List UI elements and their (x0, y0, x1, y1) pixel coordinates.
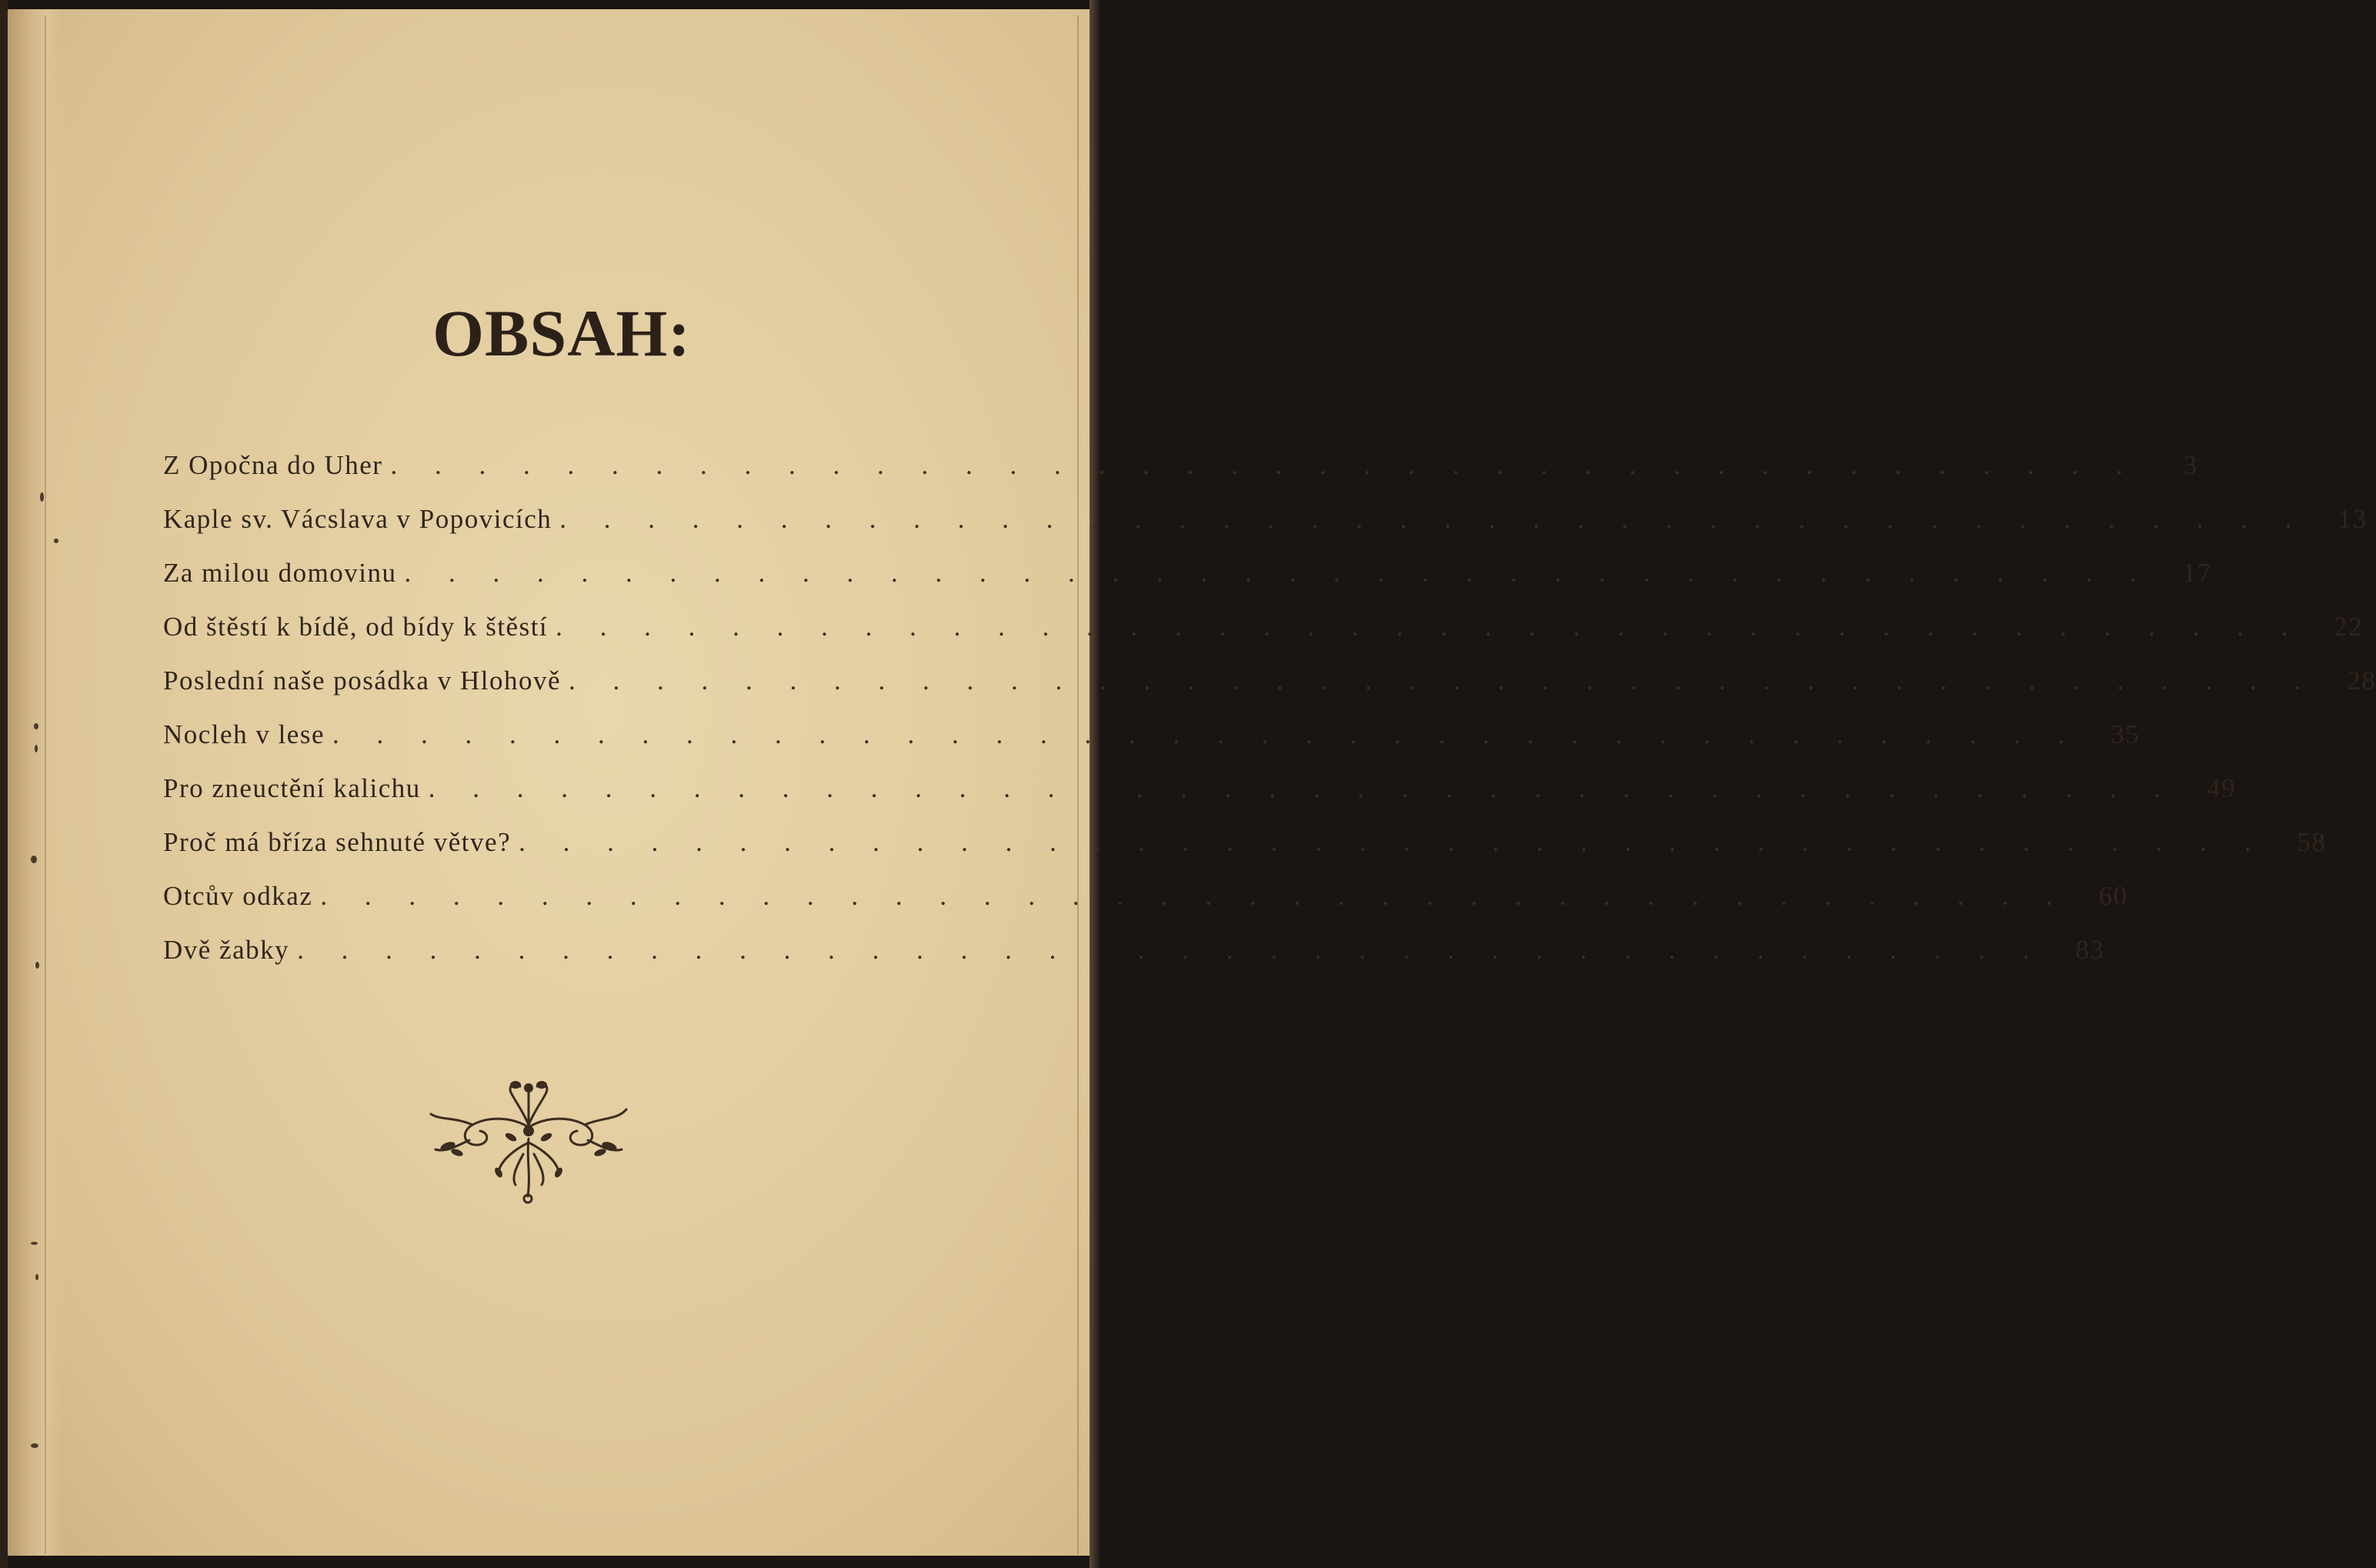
toc-entry-page: 83 (2075, 935, 2105, 965)
toc-dot-leader: . . . . . . . . . . . . . . . . . . . . . . . . . . . . . . . . . . . . . . . . (320, 881, 2068, 911)
toc-dot-leader: . . . . . . . . . . . . . . . . . . . . . . . . . . . . . . . . . . . . . . . . (556, 612, 2304, 642)
toc-entry-page: 60 (2098, 881, 2128, 911)
toc-entry (163, 450, 2198, 504)
toc-entry-page: 35 (2111, 719, 2141, 749)
toc-dot-leader: . . . . . . . . . . . . . . . . . . . . . . . . . . . . . . . . . . . . . . . . (332, 719, 2081, 749)
table-of-contents (163, 450, 2376, 989)
toc-entry-page: 28 (2347, 666, 2376, 696)
toc-entry (163, 881, 2128, 935)
toc-entry (163, 719, 2141, 773)
toc-dot-leader: . . . . . . . . . . . . . . . . . . . . . . . . . . . . . . . . . . . . . . . . (519, 827, 2267, 857)
scan-border-top (0, 0, 1100, 9)
toc-entry-title: Pro zneuctění kalichu (163, 773, 421, 803)
toc-entry (163, 827, 2327, 881)
toc-dot-leader: . . . . . . . . . . . . . . . . . . . . . . . . . . . . . . . . . . . . . . . . (390, 450, 2138, 480)
toc-entry-page: 22 (2334, 612, 2364, 642)
toc-entry-title: Z Opočna do Uher (163, 450, 383, 480)
floral-vignette-icon (425, 1069, 632, 1208)
scan-speck (54, 539, 58, 543)
toc-dot-leader: . . . . . . . . . . . . . . . . . . . . . . . . . . . . . . . . . . . . . . . . (404, 558, 2152, 588)
toc-dot-leader: . . . . . . . . . . . . . . . . . . . . . . . . . . . . . . . . . . . . . . . . (297, 935, 2045, 965)
toc-entry (163, 773, 2236, 827)
toc-entry (163, 558, 2212, 612)
toc-entry-page: 13 (2338, 504, 2368, 534)
toc-entry-title: Otcův odkaz (163, 881, 313, 911)
toc-entry-title: Poslední naše posádka v Hlohově (163, 666, 561, 696)
scan-border-left (0, 0, 8, 1568)
toc-dot-leader: . . . . . . . . . . . . . . . . . . . . . . . . . . . . . . . . . . . . . . . . (568, 666, 2317, 696)
scan-speck (35, 962, 39, 969)
toc-entry-title: Za milou domovinu (163, 558, 397, 588)
toc-entry-title: Dvě žabky (163, 935, 290, 965)
scan-speck (31, 1443, 38, 1448)
scan-speck (35, 1274, 38, 1280)
scan-speck (31, 856, 37, 863)
toc-entry-title: Nocleh v lese (163, 719, 325, 749)
scan-speck (31, 1242, 38, 1245)
toc-entry-page: 3 (2183, 450, 2198, 480)
scan-border-bottom (0, 1556, 1100, 1568)
toc-entry-page: 49 (2206, 773, 2236, 803)
scan-speck (35, 745, 38, 752)
toc-entry-title: Proč má bříza sehnuté větve? (163, 827, 512, 857)
toc-entry (163, 935, 2105, 989)
toc-entry-page: 58 (2297, 827, 2327, 857)
page-title: OBSAH: (432, 296, 691, 370)
scan-speck (40, 492, 44, 502)
toc-entry-title: Od štěstí k bídě, od bídy k štěstí (163, 612, 549, 642)
toc-dot-leader: . . . . . . . . . . . . . . . . . . . . . . . . . . . . . . . . . . . . . . . . (428, 773, 2176, 803)
toc-dot-leader: . . . . . . . . . . . . . . . . . . . . . . . . . . . . . . . . . . . . . . . . (559, 504, 2308, 534)
toc-entry-title: Kaple sv. Vácslava v Popovicích (163, 504, 552, 534)
toc-entry (163, 612, 2364, 666)
gutter-fold-line (45, 15, 46, 1554)
toc-entry (163, 666, 2376, 719)
scan-speck (34, 723, 38, 729)
toc-entry-page: 17 (2182, 558, 2212, 588)
page-gutter (8, 9, 62, 1556)
toc-entry (163, 504, 2368, 558)
